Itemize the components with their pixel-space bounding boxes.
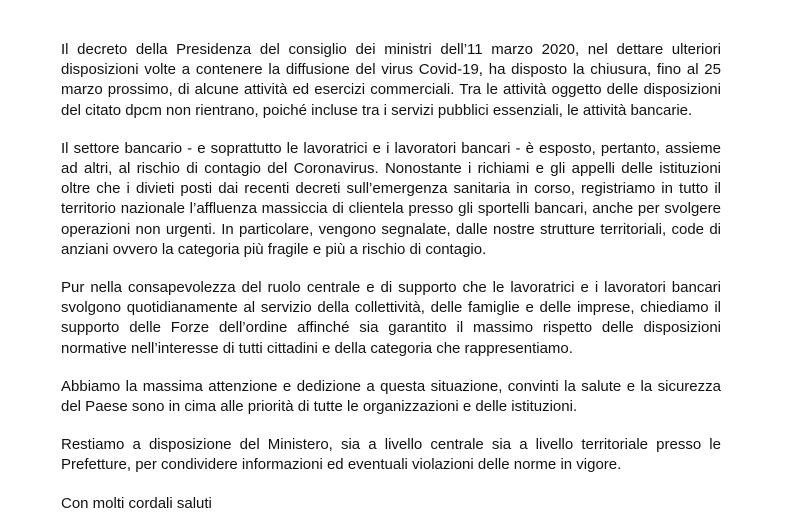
letter-body [61, 40, 721, 514]
paragraph-availability: Restiamo a disposizione del Ministero, sia a livello centrale sia a livello territoriale presso le Prefetture, per condividere informazioni ed eventuali violazioni delle norme in vigore. [61, 436, 721, 474]
paragraph-decree: Il decreto della Presidenza del consiglio dei ministri dell’11 marzo 2020, nel dettare ulteriori disposizioni volte a contenere la diffusione del virus Covid-19, ha disposto la chiusura, fino al 25 marzo prossimo, di alcune attività ed esercizi commerciali. Tra le attività oggetto delle disposizioni del citato dpcm non rientrano, poiché incluse tra i servizi pubblici essenziali, le attività bancarie. [61, 41, 721, 119]
closing-salutation: Con molti cordali saluti [61, 494, 212, 512]
paragraph-banking-sector: Il settore bancario - e soprattutto le lavoratrici e i lavoratori bancari - è esposto, pertanto, assieme ad altri, al rischio di contagio del Coronavirus. Nonostante i richiami e gli appelli delle istituzioni oltre che i divieti posti dai recenti decreti sull’emergenza sanitaria in corso, registriamo in tutto il territorio nazionale l’affluenza massiccia di clientela presso gli sportelli bancari, anche per svolgere operazioni non urgenti. In particolare, vengono segnalate, dalle nostre strutture territoriali, code di anziani ovvero la categoria più fragile e più a rischio di contagio. [61, 139, 721, 258]
paragraph-attention: Abbiamo la massima attenzione e dedizione a questa situazione, convinti la salute e la sicurezza del Paese sono in cima alle priorità di tutte le organizzazioni e delle istituzioni. [61, 377, 721, 416]
paragraph-request-support: Pur nella consapevolezza del ruolo centrale e di supporto che le lavoratrici e i lavoratori bancari svolgono quotidianamente al servizio della collettività, delle famiglie e delle imprese, chiediamo il supporto delle Forze dell’ordine affinché sia garantito il massimo rispetto delle disposizioni normative nell’interesse di tutti cittadini e della categoria che rappresentiamo. [61, 279, 721, 357]
